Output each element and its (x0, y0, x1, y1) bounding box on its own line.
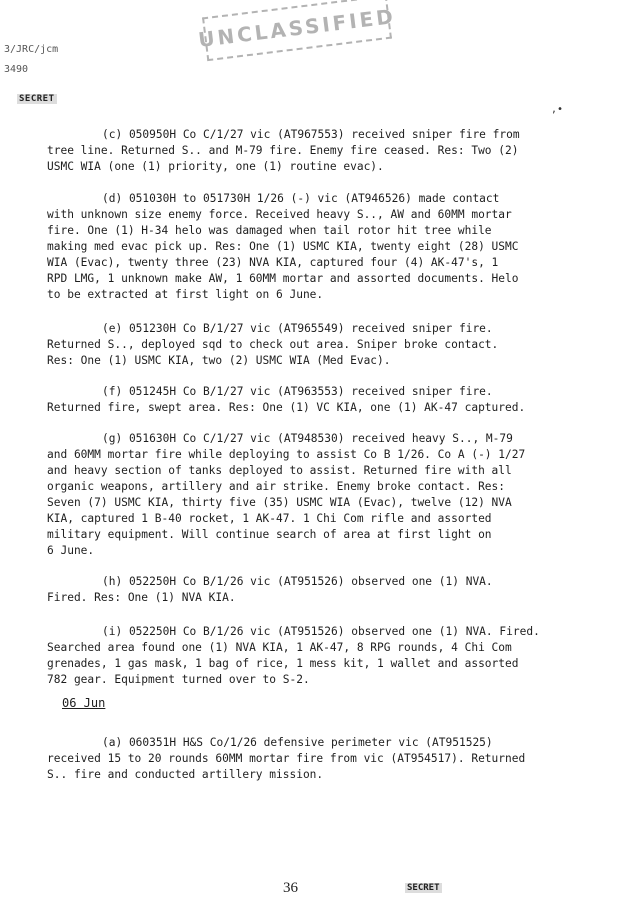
paragraph-line: (i) 052250H Co B/1/26 vic (AT951526) observed one (1) NVA. Fired. (102, 625, 540, 638)
paragraph-line: 6 June. (47, 544, 95, 557)
paragraph-line: Fired. Res: One (1) NVA KIA. (47, 591, 236, 604)
paragraph-line: (h) 052250H Co B/1/26 vic (AT951526) observed one (1) NVA. (102, 575, 493, 588)
paragraph-f (47, 384, 592, 416)
paragraph-line: military equipment. Will continue search of area at first light on (47, 528, 492, 541)
margin-mark: ,• (551, 104, 564, 115)
paragraph-h (47, 574, 592, 606)
reference-number: 3490 (4, 64, 29, 75)
reference-code: 3/JRC/jcm (4, 44, 59, 55)
paragraph-line: organic weapons, artillery and air strike. Enemy broke contact. Res: (47, 480, 506, 493)
paragraph-line: RPD LMG, 1 unknown make AW, 1 60MM mortar and assorted documents. Helo (47, 272, 519, 285)
paragraph-line: and 60MM mortar fire while deploying to assist Co B 1/26. Co A (-) 1/27 (47, 448, 526, 461)
paragraph-line: to be extracted at first light on 6 June. (47, 288, 324, 301)
paragraph-line: 782 gear. Equipment turned over to S-2. (47, 673, 310, 686)
page-number: 36 (283, 880, 298, 896)
paragraph-line: grenades, 1 gas mask, 1 bag of rice, 1 mess kit, 1 wallet and assorted (47, 657, 519, 670)
paragraph-line: (d) 051030H to 051730H 1/26 (-) vic (AT946526) made contact (102, 192, 500, 205)
paragraph-line: WIA (Evac), twenty three (23) NVA KIA, captured four (4) AK-47's, 1 (47, 256, 499, 269)
declassification-stamp: UNCLASSIFIED (202, 0, 392, 61)
paragraph-g (47, 431, 592, 559)
footer-classification-marking: SECRET (407, 883, 440, 893)
paragraph-line: USMC WIA (one (1) priority, one (1) routine evac). (47, 160, 384, 173)
paragraph-line: (e) 051230H Co B/1/27 vic (AT965549) received sniper fire. (102, 322, 493, 335)
paragraph-line: KIA, captured 1 B-40 rocket, 1 AK-47. 1 Chi Com rifle and assorted (47, 512, 492, 525)
paragraph-d (47, 191, 592, 303)
paragraph-line: with unknown size enemy force. Received heavy S.., AW and 60MM mortar (47, 208, 512, 221)
date-heading: 06 Jun (62, 696, 106, 710)
paragraph-line: fire. One (1) H-34 helo was damaged when tail rotor hit tree while (47, 224, 492, 237)
paragraph-line: and heavy section of tanks deployed to assist. Returned fire with all (47, 464, 512, 477)
paragraph-line: S.. fire and conducted artillery mission. (47, 768, 324, 781)
paragraph-e (47, 321, 592, 369)
paragraph-line: Seven (7) USMC KIA, thirty five (35) USMC WIA (Evac), twelve (12) NVA (47, 496, 512, 509)
paragraph-a (47, 735, 592, 783)
paragraph-i (47, 624, 592, 688)
paragraph-line: received 15 to 20 rounds 60MM mortar fire from vic (AT954517). Returned (47, 752, 526, 765)
paragraph-line: (f) 051245H Co B/1/27 vic (AT963553) received sniper fire. (102, 385, 493, 398)
paragraph-line: Returned S.., deployed sqd to check out area. Sniper broke contact. (47, 338, 499, 351)
paragraph-c (47, 127, 592, 175)
paragraph-line: (a) 060351H H&S Co/1/26 defensive perimeter vic (AT951525) (102, 736, 493, 749)
paragraph-line: making med evac pick up. Res: One (1) USMC KIA, twenty eight (28) USMC (47, 240, 519, 253)
paragraph-line: Res: One (1) USMC KIA, two (2) USMC WIA (Med Evac). (47, 354, 391, 367)
paragraph-line: (c) 050950H Co C/1/27 vic (AT967553) received sniper fire from (102, 128, 520, 141)
paragraph-line: tree line. Returned S.. and M-79 fire. Enemy fire ceased. Res: Two (2) (47, 144, 519, 157)
classification-marking: SECRET (19, 94, 55, 104)
paragraph-line: Returned fire, swept area. Res: One (1) VC KIA, one (1) AK-47 captured. (47, 401, 526, 414)
paragraph-line: Searched area found one (1) NVA KIA, 1 AK-47, 8 RPG rounds, 4 Chi Com (47, 641, 512, 654)
paragraph-line: (g) 051630H Co C/1/27 vic (AT948530) received heavy S.., M-79 (102, 432, 513, 445)
